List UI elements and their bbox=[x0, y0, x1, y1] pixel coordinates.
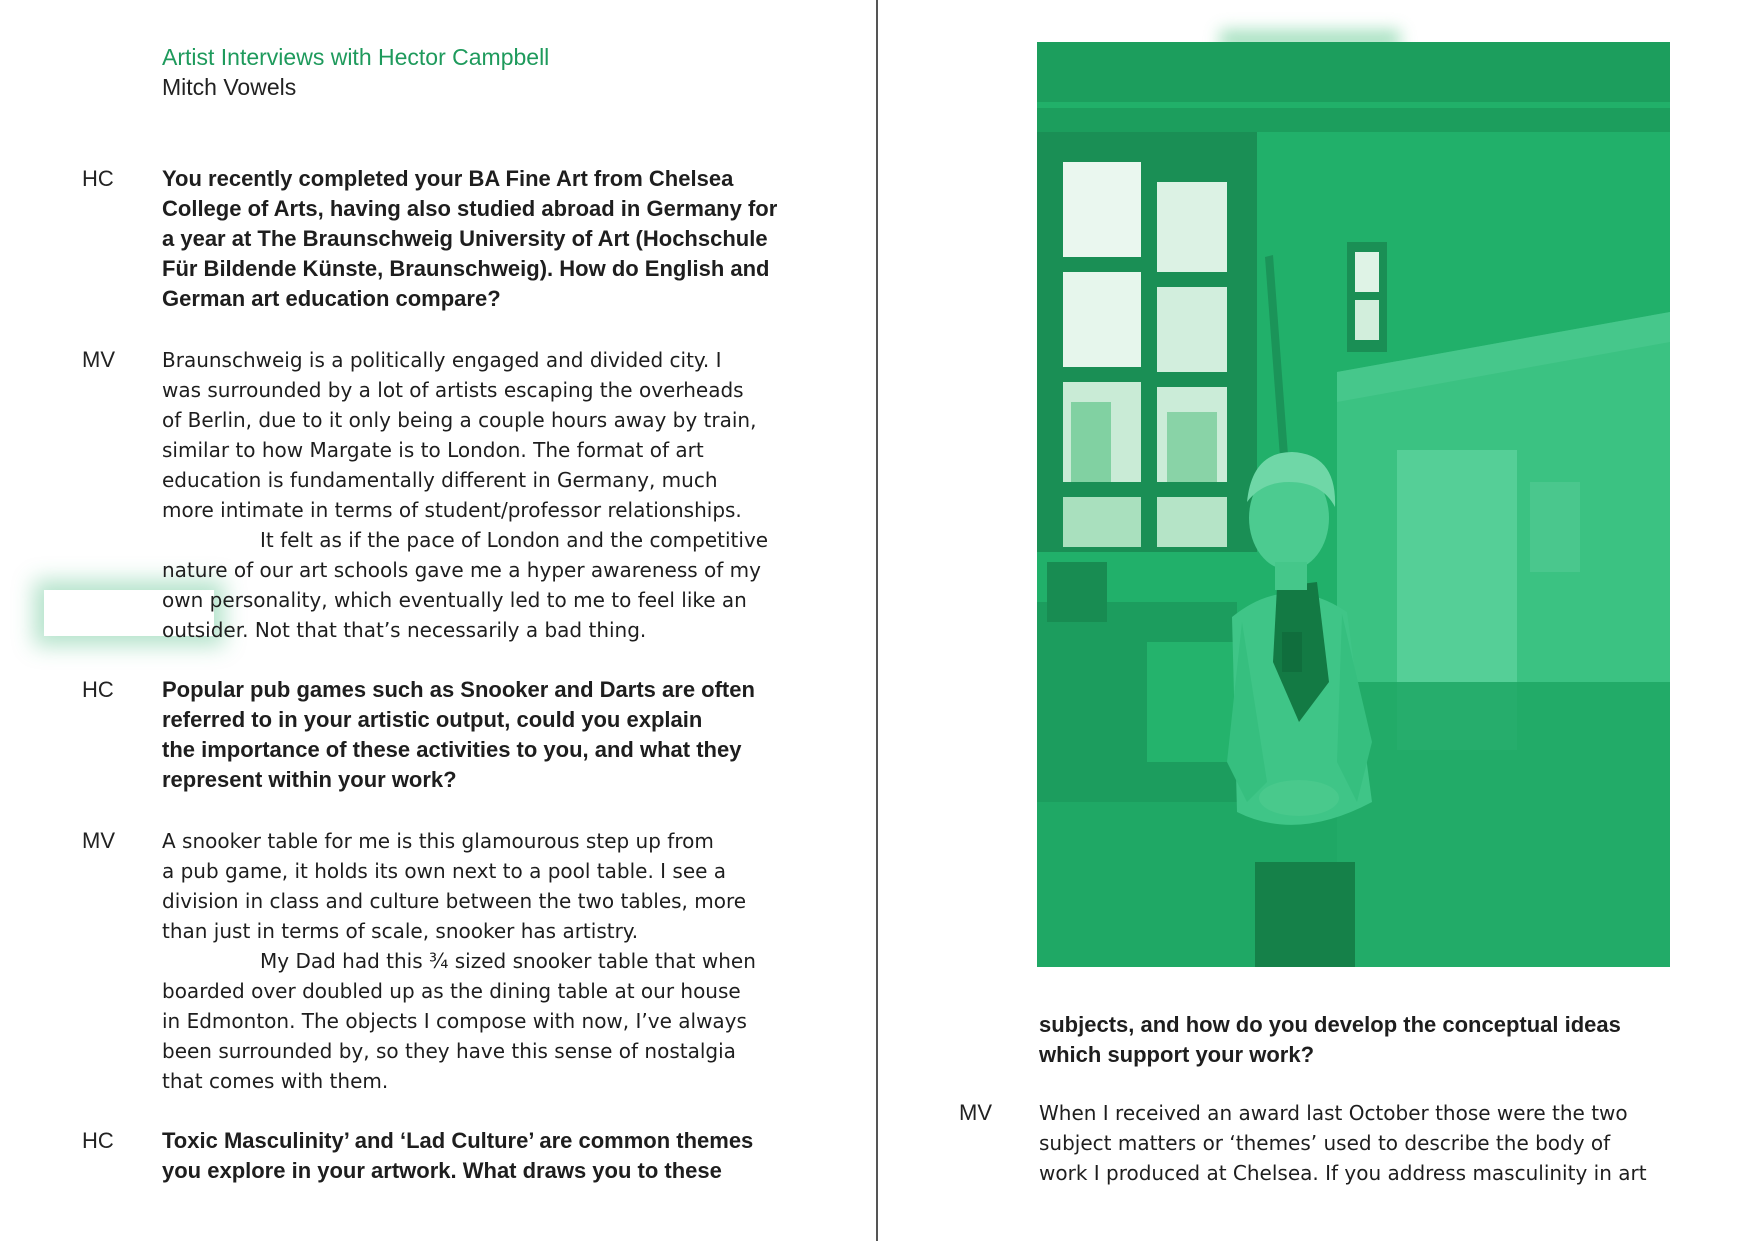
speaker-label-hc: HC bbox=[82, 1128, 114, 1153]
speaker-label-hc: HC bbox=[82, 166, 114, 191]
question-text bbox=[162, 164, 842, 314]
text-line: You recently completed your BA Fine Art from Chelsea bbox=[162, 166, 734, 191]
text-line: referred to in your artistic output, could you explain bbox=[162, 707, 703, 732]
question-text bbox=[162, 675, 842, 795]
text-line: Popular pub games such as Snooker and Darts are often bbox=[162, 677, 755, 702]
speaker-label-hc: HC bbox=[82, 677, 114, 702]
speaker-label-mv: MV bbox=[82, 347, 115, 372]
text-line: subjects, and how do you develop the conceptual ideas bbox=[1039, 1012, 1621, 1037]
text-line: the importance of these activities to you, and what they bbox=[162, 737, 742, 762]
text-line: in Edmonton. The objects I compose with now, I’ve always bbox=[162, 1009, 747, 1033]
answer-text bbox=[162, 826, 842, 1096]
text-line: been surrounded by, so they have this sense of nostalgia bbox=[162, 1039, 736, 1063]
text-line: outsider. Not that that’s necessarily a bad thing. bbox=[162, 618, 647, 642]
question-text bbox=[162, 1126, 842, 1186]
text-line: own personality, which eventually led to me to feel like an bbox=[162, 588, 747, 612]
text-line: Braunschweig is a politically engaged and divided city. I bbox=[162, 348, 722, 372]
text-line: was surrounded by a lot of artists escaping the overheads bbox=[162, 378, 744, 402]
question-2 bbox=[82, 675, 842, 795]
interview-series-title: Artist Interviews with Hector Campbell bbox=[162, 44, 550, 70]
text-line: that comes with them. bbox=[162, 1069, 389, 1093]
text-line: boarded over doubled up as the dining table at our house bbox=[162, 979, 741, 1003]
question-text bbox=[1039, 1010, 1719, 1070]
text-line: than just in terms of scale, snooker has artistry. bbox=[162, 919, 639, 943]
question-3-continued bbox=[1039, 1010, 1719, 1070]
answer-text bbox=[1039, 1098, 1719, 1188]
text-line: you explore in your artwork. What draws you to these bbox=[162, 1158, 722, 1183]
artist-name: Mitch Vowels bbox=[162, 74, 297, 100]
text-line: more intimate in terms of student/professor relationships. bbox=[162, 498, 742, 522]
text-line: which support your work? bbox=[1039, 1042, 1315, 1067]
answer-text bbox=[162, 345, 842, 645]
answer-1 bbox=[82, 345, 842, 645]
text-line: of Berlin, due to it only being a couple hours away by train, bbox=[162, 408, 757, 432]
page-gutter-divider bbox=[876, 0, 878, 1241]
answer-2 bbox=[82, 826, 842, 1096]
speaker-label-mv: MV bbox=[82, 828, 115, 853]
text-line: Für Bildende Künste, Braunschweig). How do English and bbox=[162, 256, 770, 281]
text-line: work I produced at Chelsea. If you address masculinity in art bbox=[1039, 1161, 1647, 1185]
text-line: nature of our art schools gave me a hyper awareness of my bbox=[162, 558, 761, 582]
answer-3 bbox=[959, 1098, 1719, 1188]
text-line: a pub game, it holds its own next to a pool table. I see a bbox=[162, 859, 727, 883]
text-line: It felt as if the pace of London and the competitive bbox=[260, 528, 769, 552]
text-line: education is fundamentally different in Germany, much bbox=[162, 468, 718, 492]
text-line: a year at The Braunschweig University of Art (Hochschule bbox=[162, 226, 768, 251]
page-header bbox=[162, 42, 549, 102]
question-3 bbox=[82, 1126, 842, 1186]
question-1 bbox=[82, 164, 842, 314]
text-line: My Dad had this ¾ sized snooker table that when bbox=[260, 949, 756, 973]
text-line: A snooker table for me is this glamourous step up from bbox=[162, 829, 714, 853]
text-line: German art education compare? bbox=[162, 286, 501, 311]
text-line: subject matters or ‘themes’ used to describe the body of bbox=[1039, 1131, 1611, 1155]
portrait-photo bbox=[1037, 42, 1670, 967]
text-line: similar to how Margate is to London. The format of art bbox=[162, 438, 704, 462]
portrait-illustration bbox=[1037, 42, 1670, 967]
text-line: represent within your work? bbox=[162, 767, 457, 792]
text-line: When I received an award last October those were the two bbox=[1039, 1101, 1628, 1125]
text-line: division in class and culture between the two tables, more bbox=[162, 889, 747, 913]
speaker-label-mv: MV bbox=[959, 1100, 992, 1125]
text-line: College of Arts, having also studied abroad in Germany for bbox=[162, 196, 778, 221]
text-line: Toxic Masculinity’ and ‘Lad Culture’ are common themes bbox=[162, 1128, 754, 1153]
